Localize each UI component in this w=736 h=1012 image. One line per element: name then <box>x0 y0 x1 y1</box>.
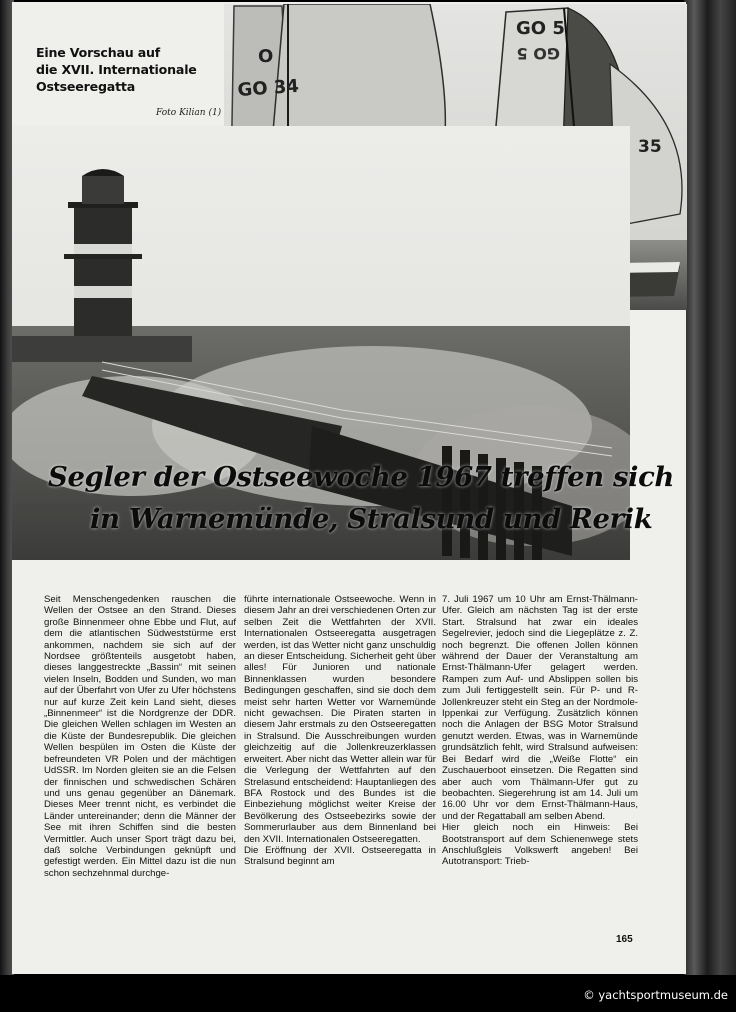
headline-line-1: Segler der Ostseewoche 1967 treffen sich <box>48 461 675 493</box>
headline <box>48 456 675 540</box>
footer-bar <box>0 975 736 1012</box>
kicker-title <box>36 44 197 95</box>
column-2-text-b: Die Eröffnung der XVII. Ostseeregatta in Stralsund beginnt am <box>244 844 436 868</box>
headline-line-2: in Warnemünde, Stralsund und Rerik <box>90 503 653 535</box>
article-column-1 <box>44 594 236 879</box>
kicker-line-2: die XVII. Internationale <box>36 62 197 77</box>
column-1-text: Seit Menschengedenken rauschen die Wellen der Ostsee an den Strand. Dieses große Binnenmeer ohne Ebbe und Flut, auf dem die atlantischen Südweststürme erst ankommen, nachdem sie sich auf der Nordsee größtenteils ausgetobt haben, dieses langgestreckte „Bassin“ mit seinen vielen Inseln, Bodden und Sunden, wo man auf der Überfahrt von Ufer zu Ufer höchstens nur auf kurze Zeit kein Land sieht, dieses „Binnenmeer“ ist die Nordgrenze der DDR. Die gleichen Wellen schlagen im Westen an die Küste der Bundesrepublik. Die gleichen Wellen bespülen im Osten die Küste der befreundeten VR Polen und der mächtigen UdSSR. Im Norden gleiten sie an die Felsen der finnischen und schwedischen Schären und uns genau gegenüber an Dänemark. Dieses Meer trennt nicht, es verbindet die Länder untereinander; denn die Männer der See mit ihren Schiffen sind die besten Vermittler. Auch unser Sport trägt dazu bei, daß solche Verbindungen geknüpft und gefestigt werden. Ein Mittel dazu ist die nun schon sechzehnmal durchge- <box>44 594 236 879</box>
sail-number-1: GO 34 <box>236 75 300 101</box>
photo-credit: Foto Kilian (1) <box>156 108 222 118</box>
magazine-page <box>12 2 686 974</box>
sail-number-5: 35 <box>638 137 662 157</box>
column-3-text: 7. Juli 1967 um 10 Uhr am Ernst-Thälmann-Ufer. Gleich am nächsten Tag ist der erste Start. Stralsund hat zwar ein ideales Segelrevier, jedoch sind die Liegeplätze z. Z. noch begrenzt. Die offenen Jollen können während der Dauer der Veranstaltung am Ernst-Thälmann-Ufer gelagert werden. Rampen zum Auf- und Abslippen sollen bis zum Juli fertiggestellt sein. Für P- und R-Jollenkreuzer steht ein Steg an der Nordmole-Ippenkai zur Verfügung. Zusätzlich können noch die Anlagen der BSG Motor Stralsund genutzt werden. Etwas, was in Warnemünde grundsätzlich fehlt, wird Stralsund aufweisen: Bei Bedarf wird die „Weiße Flotte“ ein Zuschauerboot einsetzen. Die Regatten sind aber auch vom Thälmann-Ufer gut zu beobachten. Siegerehrung ist am 14. Juli um 16.00 Uhr vor dem Ernst-Thälmann-Haus, und der Regattaball am selben Abend. <box>442 594 638 822</box>
kicker-line-3: Ostseeregatta <box>36 79 136 94</box>
page-number: 165 <box>616 934 633 945</box>
sail-number-3: GO 5 <box>516 18 565 39</box>
article-column-2 <box>244 594 436 868</box>
column-2-text: führte internationale Ostseewoche. Wenn in diesem Jahr an drei verschiedenen Orten zur selben Zeit die Wettfahrten der XVII. Internationalen Ostseeregatta ausgetragen werden, ist das Wetter nicht ganz unschuldig an dieser Entscheidung. Sicherheit geht über alles! Für Junioren und nationale Binnenklassen wurden besondere Bedingungen geschaffen, sind sie doch dem meist sehr harten Wetter vor Warnemünde nicht gewachsen. Die Piraten starten in diesem Jahr erstmals zu den Ostseeregatten in Stralsund. Die Ausschreibungen wurden gleichzeitig auf die Jollenkreuzerklassen erweitert. Aber nicht das Wetter allein war für die Verlegung der Wettfahrten auf den Strelasund entscheidend: Hauptanliegen des BFA Rostock und des Bundes ist die Einbeziehung möglichst weiter Kreise der Bevölkerung des Ostseebezirks sowie der Sommerurlauber aus dem Binnenland bei den XVII. Internationalen Ostseeregatten. <box>244 594 436 845</box>
article-column-3 <box>442 594 638 868</box>
sail-number-2: O <box>258 46 274 67</box>
kicker-line-1: Eine Vorschau auf <box>36 45 161 60</box>
watermark: © yachtsportmuseum.de <box>583 988 728 1002</box>
sail-number-4: GO 5 <box>516 44 560 63</box>
column-3-text-b: Hier gleich noch ein Hinweis: Bei Bootstransport auf dem Schienenwege stets Anschlußgleis Volkswerft angeben! Bei Autotransport: Trieb- <box>442 822 638 868</box>
book-spine <box>684 0 736 975</box>
